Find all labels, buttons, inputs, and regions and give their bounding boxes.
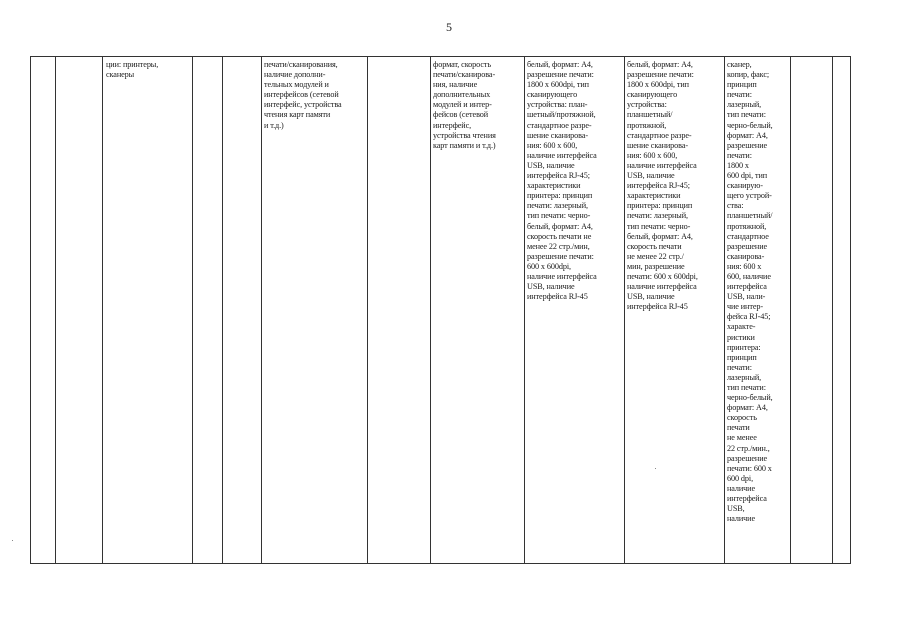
column-divider	[55, 57, 56, 563]
scan-speck	[655, 468, 656, 469]
table-cell-characteristics: печати/сканирования, наличие дополни- тельных модулей и интерфейсов (сетевой интерфейс, устройства чтения карт памяти и т.д.)	[264, 60, 342, 130]
column-divider	[222, 57, 223, 563]
column-divider	[524, 57, 525, 563]
table-cell-requirements: формат, скорость печати/сканирова- ния, наличие дополнительных модулей и интер- фейсов (сетевой интерфейс, устройства чтения карт памяти и т.д.)	[433, 60, 496, 150]
page-number: 5	[446, 20, 452, 34]
column-divider	[430, 57, 431, 563]
column-divider	[790, 57, 791, 563]
column-divider	[624, 57, 625, 563]
column-divider	[832, 57, 833, 563]
column-divider	[192, 57, 193, 563]
table-cell-offer-2: белый, формат: А4, разрешение печати: 1800 x 600dpi, тип сканирующего устройства: планшетный/ протяжной, стандартное разре- шение сканирова- ния: 600 x 600, наличие интерфейса USB, наличие интерфейса RJ-45; характеристики принтера: принцип печати: лазерный, тип печати: черно- белый, формат: А4, скорость печати не менее 22 стр./ мин, разрешение печати: 600 x 600dpi, наличие интерфейса USB, наличие интерфейса RJ-45	[627, 60, 698, 312]
column-divider	[261, 57, 262, 563]
column-divider	[102, 57, 103, 563]
scan-speck	[12, 540, 13, 541]
table-cell-item-name: ции: принтеры, сканеры	[106, 60, 159, 80]
table-cell-offer-1: белый, формат: А4, разрешение печати: 1800 x 600dpi, тип сканирующего устройства: план- шетный/протяжной, стандартное разре- шение сканирова- ния: 600 x 600, наличие интерфейса USB, наличие интерфейса RJ-45; характеристики принтера: принцип печати: лазерный, тип печати: черно- белый, формат: А4, скорость печати не менее 22 стр./мин, разрешение печати: 600 x 600dpi, наличие интерфейса USB, наличие интерфейса RJ-45	[527, 60, 597, 302]
column-divider	[367, 57, 368, 563]
table-cell-offer-3: сканер, копир, факс; принцип печати: лазерный, тип печати: черно-белый, формат: А4, разрешение печати: 1800 x 600 dpi, тип сканирую- щего устрой- ства: планшетный/ протяжной, стандартное разрешение сканирова- ния: 600 x 600, наличие интерфейса USB, нали- чие интер- фейса RJ-45; характе- ристики принтера: принцип печати: лазерный, тип печати: черно-белый, формат: А4, скорость печати не менее 22 стр./мин., разрешение печати: 600 x 600 dpi, наличие интерфейса USB, наличие	[727, 60, 773, 524]
procurement-table	[30, 56, 851, 564]
column-divider	[724, 57, 725, 563]
